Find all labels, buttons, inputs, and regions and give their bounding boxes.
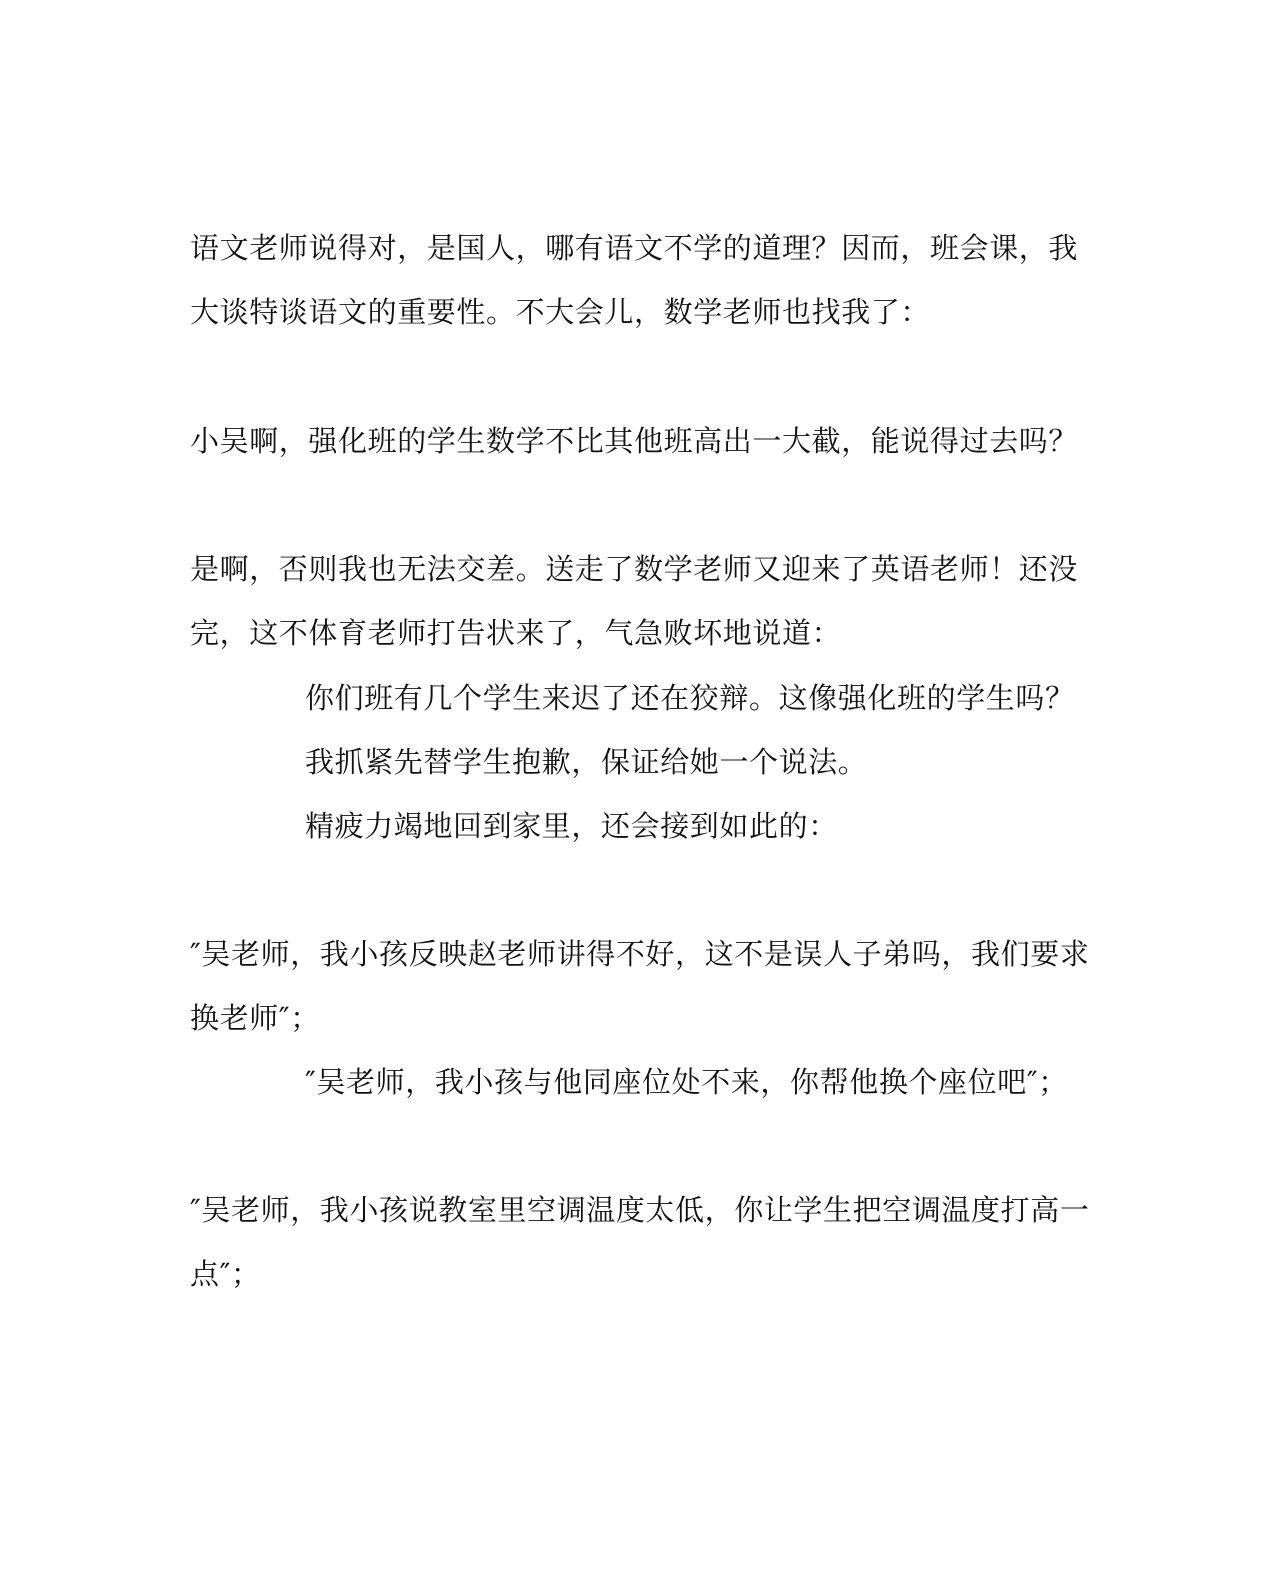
text-line: 精疲力竭地回到家里，还会接到如此的： bbox=[305, 809, 838, 843]
text-line: 我抓紧先替学生抱歉，保证给她一个说法。 bbox=[305, 745, 868, 779]
text-line: 小吴啊，强化班的学生数学不比其他班高出一大截，能说得过去吗？ bbox=[190, 424, 1079, 458]
text-line: 换老师″； bbox=[190, 1001, 320, 1035]
text-line: 大谈特谈语文的重要性。不大会儿，数学老师也找我了： bbox=[190, 295, 931, 329]
text-line: 是啊，否则我也无法交差。送走了数学老师又迎来了英语老师！还没 bbox=[190, 552, 1079, 586]
text-line: 完，这不体育老师打告状来了，气急败坏地说道： bbox=[190, 616, 842, 650]
text-line: 点″； bbox=[190, 1257, 261, 1291]
text-line: 语文老师说得对，是国人，哪有语文不学的道理？因而，班会课，我 bbox=[190, 231, 1079, 265]
text-line: ″吴老师，我小孩说教室里空调温度太低，你让学生把空调温度打高一 bbox=[190, 1193, 1090, 1227]
text-line: ″吴老师，我小孩反映赵老师讲得不好，这不是误人子弟吗，我们要求 bbox=[190, 937, 1090, 971]
text-line: ″吴老师，我小孩与他同座位处不来，你帮他换个座位吧″； bbox=[305, 1065, 1068, 1099]
text-line: 你们班有几个学生来迟了还在狡辩。这像强化班的学生吗？ bbox=[305, 681, 1075, 715]
